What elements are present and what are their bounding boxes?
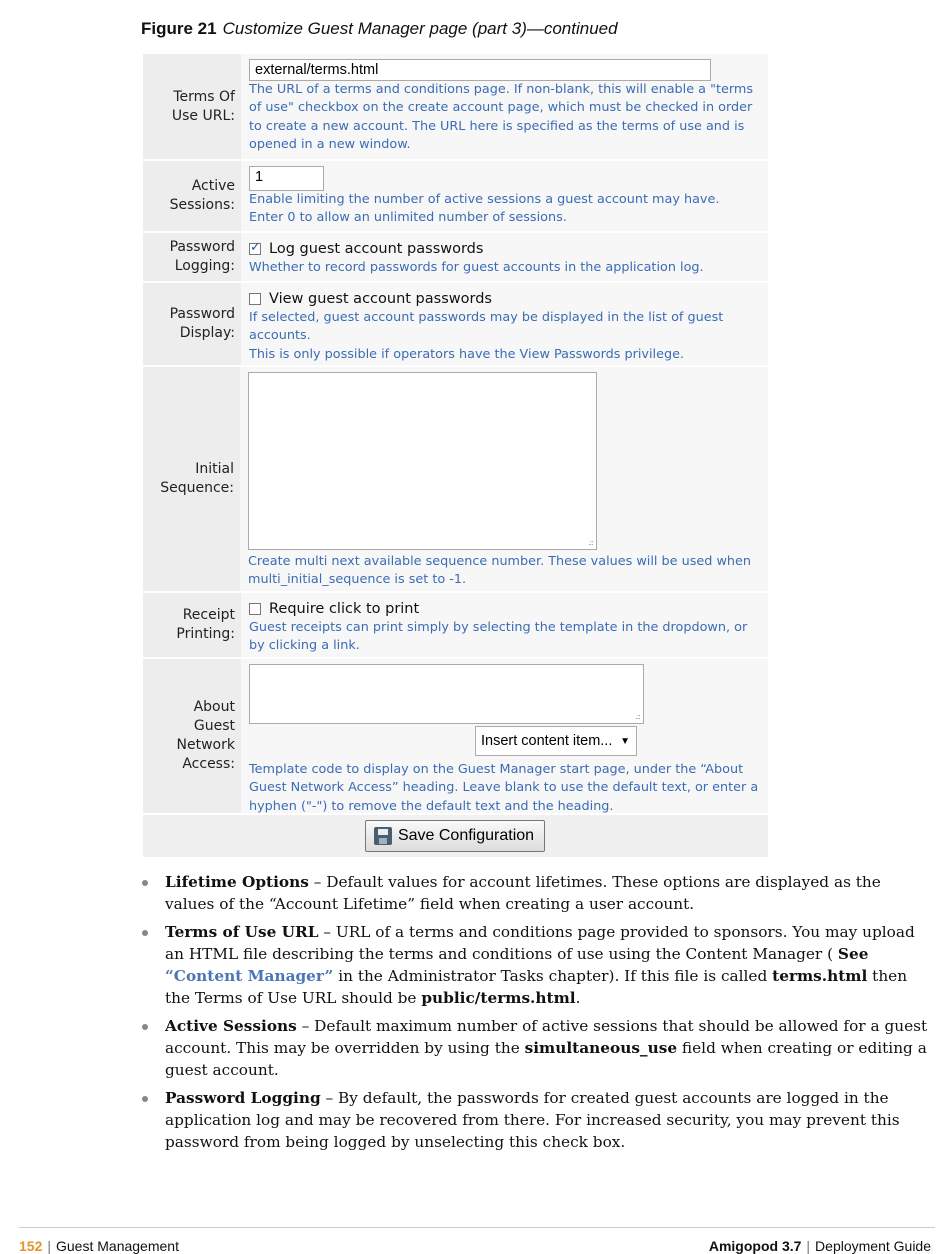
resize-grip-icon[interactable]: .::: [635, 712, 640, 721]
password-logging-row: [143, 233, 768, 283]
initial-sequence-textarea[interactable]: [248, 372, 597, 550]
about-access-help: Template code to display on the Guest Manager start page, under the “About Guest Network Access” heading. Leave blank to use the default text, or enter a hyphen ("-") to remove the default text and the heading.: [249, 762, 759, 814]
list-item: Lifetime Options – Default values for account lifetimes. These options are displayed as the values of the “Account Lifetime” field when creating a user account.: [141, 871, 931, 915]
active-sessions-help-2: Enter 0 to allow an unlimited number of sessions.: [249, 210, 567, 226]
list-item: Active Sessions – Default maximum number of active sessions that should be allowed for a guest account. This may be overridden by using the simultaneous_use field when creating or editing a guest account.: [141, 1015, 931, 1081]
view-passwords-label: View guest account passwords: [269, 291, 492, 307]
content-manager-link[interactable]: “Content Manager”: [165, 967, 334, 985]
figure-caption: [141, 19, 618, 39]
customize-form: [143, 54, 768, 857]
figure-title: Customize Guest Manager page (part 3)—continued: [222, 19, 618, 38]
resize-grip-icon[interactable]: .::: [588, 538, 593, 547]
password-logging-label: Password Logging:: [143, 233, 241, 281]
footer-right: Amigopod 3.7 | Deployment Guide: [708, 1238, 931, 1254]
receipt-printing-help: Guest receipts can print simply by selecting the template in the dropdown, or by clicking a link.: [249, 620, 748, 654]
password-display-help-1: If selected, guest account passwords may be displayed in the list of guest accounts.: [249, 310, 724, 344]
password-display-help-2: This is only possible if operators have the View Passwords privilege.: [249, 346, 685, 362]
terms-url-help: The URL of a terms and conditions page. If non-blank, this will enable a "terms of use" checkbox on the create account page, which must be checked in order to create a new account. The URL here is specified as the terms of use and is opened in a new window.: [249, 82, 754, 152]
password-display-label: Password Display:: [143, 283, 241, 365]
about-access-textarea[interactable]: [249, 664, 644, 724]
initial-sequence-help: Create multi next available sequence number. These values will be used when multi_initial_sequence is set to -1.: [248, 554, 752, 588]
list-item: Terms of Use URL – URL of a terms and conditions page provided to sponsors. You may upload an HTML file describing the terms and conditions of use using the Content Manager ( See “Content Manager” in the Administrator Tasks chapter). If this file is called terms.html then the Terms of Use URL should be public/terms.html.: [141, 921, 931, 1009]
page-number: 152: [19, 1238, 43, 1254]
initial-sequence-label: Initial Sequence:: [143, 367, 240, 591]
view-passwords-checkbox[interactable]: [249, 293, 261, 305]
bullet-list: [141, 871, 931, 1159]
guide-name: Deployment Guide: [815, 1238, 931, 1254]
insert-content-dropdown[interactable]: Insert content item... ▼: [475, 726, 637, 756]
active-sessions-label: Active Sessions:: [143, 161, 241, 231]
save-configuration-button[interactable]: Save Configuration: [365, 820, 545, 852]
floppy-disk-icon: [374, 827, 392, 845]
footer-left: 152 | Guest Management: [19, 1238, 179, 1254]
section-name: Guest Management: [56, 1238, 179, 1254]
receipt-printing-label: Receipt Printing:: [143, 593, 241, 657]
log-passwords-checkbox[interactable]: [249, 243, 261, 255]
initial-sequence-row: [143, 367, 768, 593]
figure-number: Figure 21: [141, 19, 217, 38]
about-access-label: About Guest Network Access:: [143, 659, 241, 813]
footer-divider: [19, 1227, 935, 1228]
receipt-printing-row: [143, 593, 768, 659]
terms-url-label: Terms Of Use URL:: [143, 54, 241, 159]
terms-url-input[interactable]: external/terms.html: [249, 59, 711, 81]
active-sessions-input[interactable]: 1: [249, 166, 324, 191]
dropdown-arrow-icon: ▼: [620, 736, 630, 747]
password-display-row: [143, 283, 768, 367]
active-sessions-row: [143, 161, 768, 233]
active-sessions-help-1: Enable limiting the number of active sessions a guest account may have.: [249, 192, 720, 207]
product-name: Amigopod 3.7: [708, 1238, 802, 1254]
password-logging-help: Whether to record passwords for guest accounts in the application log.: [249, 260, 704, 275]
require-click-label: Require click to print: [269, 601, 420, 617]
about-access-row: [143, 659, 768, 815]
require-click-checkbox[interactable]: [249, 603, 261, 615]
log-passwords-label: Log guest account passwords: [269, 241, 484, 257]
terms-url-row: [143, 54, 768, 161]
save-row: [143, 815, 768, 857]
list-item: Password Logging – By default, the passwords for created guest accounts are logged in the application log and may be recovered from there. For increased security, you may prevent this password from being logged by unselecting this check box.: [141, 1087, 931, 1153]
